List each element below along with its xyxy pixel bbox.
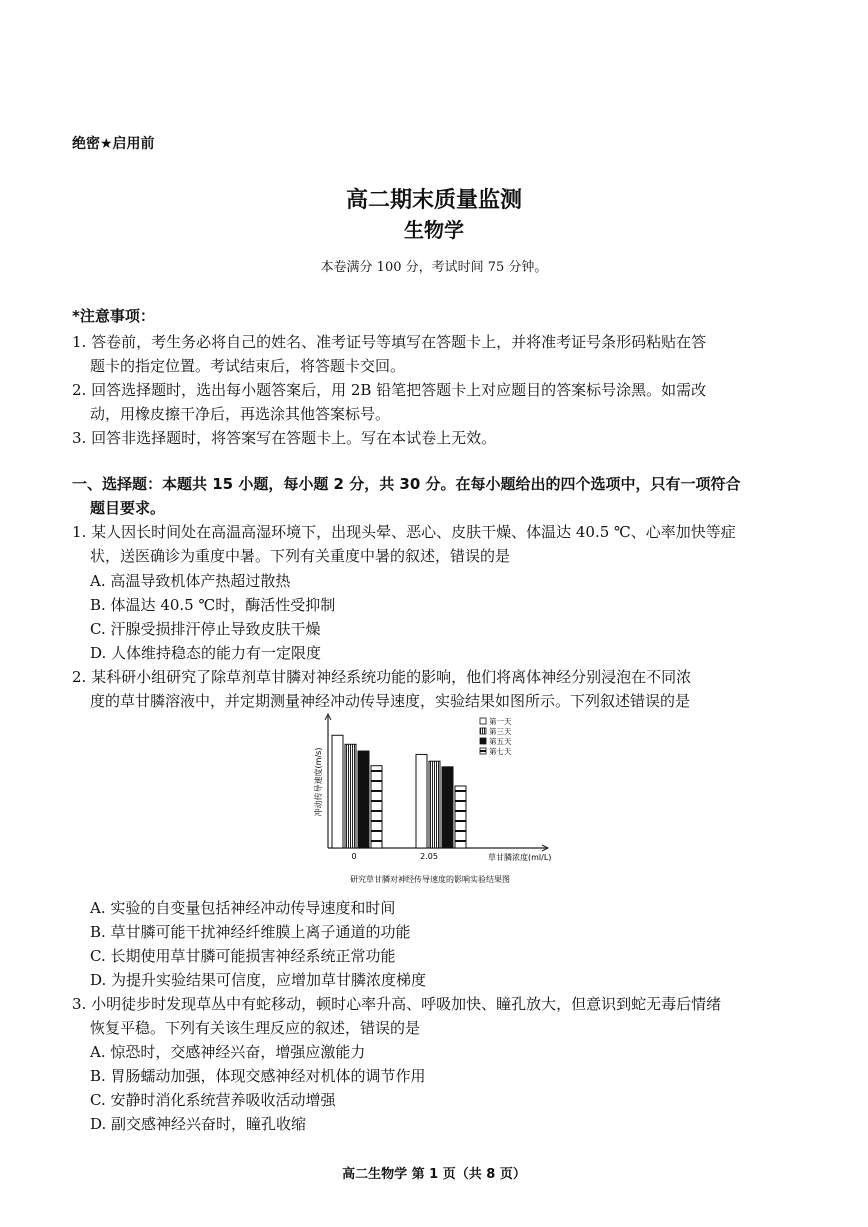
q1-option-d: D. 人体维持稳态的能力有一定限度 <box>90 644 322 662</box>
note-line: 3. 回答非选择题时，将答案写在答题卡上。写在本试卷上无效。 <box>72 429 497 447</box>
chart-bar <box>416 754 427 848</box>
q1-option-c: C. 汗腺受损排汗停止导致皮肤干燥 <box>90 620 321 638</box>
q1-option-b: B. 体温达 40.5 ℃时，酶活性受抑制 <box>90 596 336 614</box>
chart-title: 研究草甘膦对神经传导速度的影响实验结果图 <box>350 875 510 884</box>
q2-option-d: D. 为提升实验结果可信度，应增加草甘膦浓度梯度 <box>90 971 427 989</box>
page-footer: 高二生物学 第 1 页（共 8 页） <box>342 1167 526 1182</box>
chart-bar <box>429 761 440 848</box>
q3-option-a: A. 惊恐时，交感神经兴奋，增强应激能力 <box>90 1043 366 1061</box>
note-line: 1. 答卷前，考生务必将自己的姓名、准考证号等填写在答题卡上，并将准考证号条形码粘贴在答 <box>72 333 707 351</box>
chart-legend-swatch <box>480 748 486 754</box>
exam-title: 高二期末质量监测 <box>345 188 522 213</box>
q3-stem-cont: 恢复平稳。下列有关该生理反应的叙述，错误的是 <box>90 1019 421 1037</box>
chart-x-axis-label: 草甘膦浓度(ml/L) <box>488 853 552 862</box>
chart-legend-label: 第三天 <box>489 727 512 736</box>
exam-info: 本卷满分 100 分，考试时间 75 分钟。 <box>320 260 548 275</box>
chart-bar <box>442 767 453 848</box>
chart-legend-swatch <box>480 718 486 724</box>
note-line: 题卡的指定位置。考试结束后，将答题卡交回。 <box>90 357 406 375</box>
chart-bar <box>455 786 466 848</box>
q2-option-c: C. 长期使用草甘膦可能损害神经系统正常功能 <box>90 947 396 965</box>
q1-stem-cont: 状，送医确诊为重度中暑。下列有关重度中暑的叙述，错误的是 <box>90 547 511 565</box>
chart-legend-label: 第五天 <box>489 737 512 746</box>
chart-legend-label: 第七天 <box>489 747 512 756</box>
note-line: 动，用橡皮擦干净后，再选涂其他答案标号。 <box>90 405 391 423</box>
q2-option-b: B. 草甘膦可能干扰神经纤维膜上离子通道的功能 <box>90 923 411 941</box>
chart-legend-label: 第一天 <box>489 717 512 726</box>
q2-stem: 2. 某科研小组研究了除草剂草甘膦对神经系统功能的影响，他们将离体神经分别浸泡在不同浓 <box>72 668 692 686</box>
q3-option-d: D. 副交感神经兴奋时，瞳孔收缩 <box>90 1115 307 1133</box>
conduction-speed-chart <box>300 712 570 890</box>
confidential-label: 绝密★启用前 <box>72 136 155 152</box>
section-heading-cont: 题目要求。 <box>90 499 166 517</box>
notes-title: *注意事项： <box>72 307 155 325</box>
q3-option-c: C. 安静时消化系统营养吸收活动增强 <box>90 1091 336 1109</box>
subject-title: 生物学 <box>404 218 464 242</box>
q2-option-a: A. 实验的自变量包括神经冲动传导速度和时间 <box>90 899 396 917</box>
chart-x-tick-label: 0 <box>351 852 357 861</box>
chart-legend-swatch <box>480 738 486 744</box>
chart-y-axis-label: 冲动传导速度(m/s) <box>314 747 323 817</box>
q1-option-a: A. 高温导致机体产热超过散热 <box>90 572 291 590</box>
chart-bar <box>332 735 343 848</box>
section-heading: 一、选择题：本题共 15 小题，每小题 2 分，共 30 分。在每小题给出的四个选项中，只有一项符合 <box>72 475 741 493</box>
chart-bar <box>345 744 356 848</box>
q3-stem: 3. 小明徒步时发现草丛中有蛇移动，顿时心率升高、呼吸加快、瞳孔放大，但意识到蛇无毒后情绪 <box>72 995 722 1013</box>
chart-x-tick-label: 2.05 <box>420 852 438 861</box>
chart-bar <box>358 751 369 848</box>
chart-legend-swatch <box>480 728 486 734</box>
chart-bar <box>371 766 382 848</box>
q3-option-b: B. 胃肠蠕动加强，体现交感神经对机体的调节作用 <box>90 1067 426 1085</box>
q2-stem-cont: 度的草甘膦溶液中，并定期测量神经冲动传导速度，实验结果如图所示。下列叙述错误的是 <box>90 692 691 710</box>
q1-stem: 1. 某人因长时间处在高温高湿环境下，出现头晕、恶心、皮肤干燥、体温达 40.5 ℃、心率加快等症 <box>72 523 736 541</box>
note-line: 2. 回答选择题时，选出每小题答案后，用 2B 铅笔把答题卡上对应题目的答案标号涂黑。如需改 <box>72 381 707 399</box>
